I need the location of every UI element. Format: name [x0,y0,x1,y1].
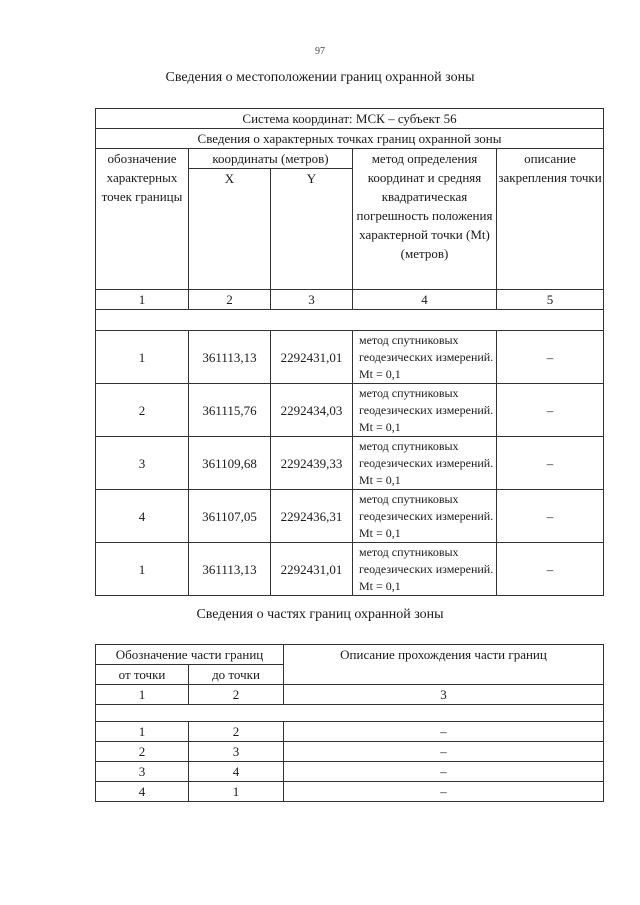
table-row [96,762,604,782]
column-number: 2 [189,290,271,310]
col-x-header: X [189,169,271,290]
part-desc: – [284,722,604,742]
table-row [96,742,604,762]
fixing-desc: – [497,331,604,384]
coord-x: 361107,05 [189,490,271,543]
col-desc-header: описание закрепления точки [497,149,604,290]
coord-y: 2292431,01 [271,543,353,596]
column-number: 3 [271,290,353,310]
col-from-header: от точки [96,665,189,685]
fixing-desc: – [497,384,604,437]
col-y-header: Y [271,169,353,290]
header-row [96,149,604,169]
column-number: 2 [189,685,284,705]
column-numbers-row [96,685,604,705]
header-row [96,645,604,665]
from-point: 3 [96,762,189,782]
spacer-cell [96,705,604,722]
column-number: 1 [96,685,189,705]
to-point: 4 [189,762,284,782]
table-row [96,722,604,742]
column-numbers-row [96,290,604,310]
part-desc: – [284,742,604,762]
part-desc: – [284,762,604,782]
to-point: 2 [189,722,284,742]
to-point: 1 [189,782,284,802]
column-number: 3 [284,685,604,705]
from-point: 4 [96,782,189,802]
method-cell: метод спутниковых геодезических измерений. Mt = 0,1 [353,437,497,490]
from-point: 1 [96,722,189,742]
spacer-cell [96,310,604,331]
column-number: 1 [96,290,189,310]
point-id: 4 [96,490,189,543]
section-title-location: Сведения о местоположении границ охранной зоны [165,70,475,85]
method-cell: метод спутниковых геодезических измерений. Mt = 0,1 [353,384,497,437]
coord-x: 361115,76 [189,384,271,437]
table-row [96,543,604,596]
method-cell: метод спутниковых геодезических измерений. Mt = 0,1 [353,543,497,596]
section-title-parts: Сведения о частях границ охранной зоны [196,607,444,622]
coord-y: 2292439,33 [271,437,353,490]
point-id: 1 [96,543,189,596]
coordinate-system-cell: Система координат: МСК – субъект 56 [96,109,604,129]
page-number: 97 [315,46,325,57]
col-coords-header: координаты (метров) [189,149,353,169]
point-id: 1 [96,331,189,384]
point-id: 3 [96,437,189,490]
col-desc-header: Описание прохождения части границ [284,645,604,685]
point-id: 2 [96,384,189,437]
table-subtitle-row [96,129,604,149]
from-point: 2 [96,742,189,762]
table-subtitle-cell: Сведения о характерных точках границ охранной зоны [96,129,604,149]
col-designation-header: обозначение характерных точек границы [96,149,189,290]
coord-x: 361113,13 [189,543,271,596]
fixing-desc: – [497,437,604,490]
boundary-parts-table [95,644,604,802]
col-to-header: до точки [189,665,284,685]
coordinate-system-row [96,109,604,129]
method-cell: метод спутниковых геодезических измерений. Mt = 0,1 [353,331,497,384]
coord-y: 2292434,03 [271,384,353,437]
table-row [96,331,604,384]
coord-y: 2292436,31 [271,490,353,543]
fixing-desc: – [497,490,604,543]
to-point: 3 [189,742,284,762]
spacer-row [96,705,604,722]
fixing-desc: – [497,543,604,596]
column-number: 4 [353,290,497,310]
table-row [96,490,604,543]
boundary-points-table [95,108,604,596]
coord-x: 361109,68 [189,437,271,490]
col-method-header: метод определения координат и средняя квадратическая погрешность положения характерной точки (Мt) (метров) [353,149,497,290]
part-desc: – [284,782,604,802]
table-row [96,384,604,437]
col-part-header: Обозначение части границ [96,645,284,665]
coord-x: 361113,13 [189,331,271,384]
table-row [96,437,604,490]
coord-y: 2292431,01 [271,331,353,384]
spacer-row [96,310,604,331]
method-cell: метод спутниковых геодезических измерений. Mt = 0,1 [353,490,497,543]
table-row [96,782,604,802]
column-number: 5 [497,290,604,310]
